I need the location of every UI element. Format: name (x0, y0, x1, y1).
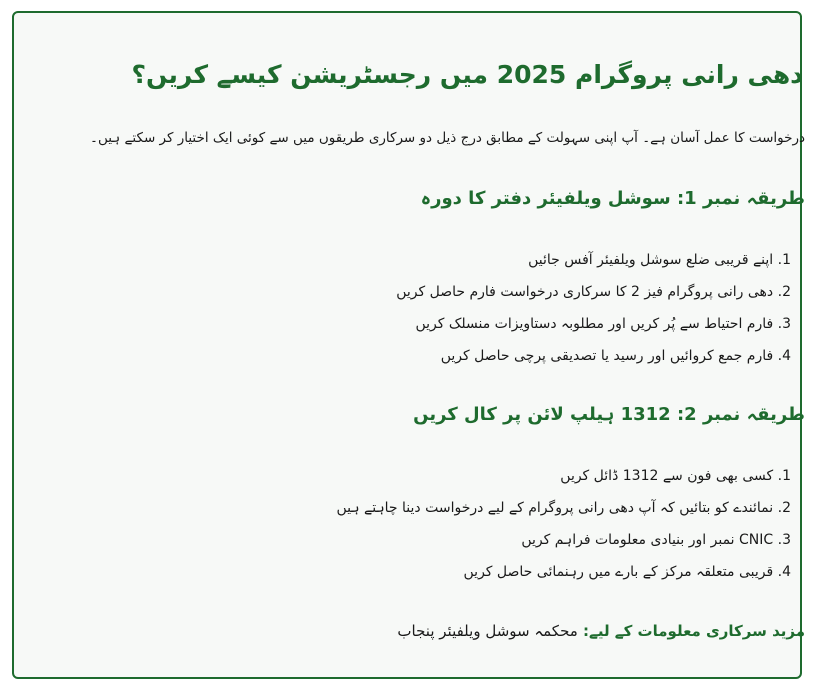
method-2-heading: طریقہ نمبر 2: 1312 ہیلپ لائن پر کال کریں (413, 404, 805, 425)
footer-note (397, 622, 805, 640)
footer-label: مزید سرکاری معلومات کے لیے: (583, 622, 805, 640)
list-item: 3. فارم احتیاط سے پُر کریں اور مطلوبہ دستاویزات منسلک کریں (415, 316, 791, 332)
list-item: 3. CNIC نمبر اور بنیادی معلومات فراہم کریں (521, 532, 791, 548)
method-1-steps (396, 244, 791, 372)
method-1-heading: طریقہ نمبر 1: سوشل ویلفیئر دفتر کا دورہ (420, 188, 805, 209)
intro-paragraph: درخواست کا عمل آسان ہے۔ آپ اپنی سہولت کے مطابق درج ذیل دو سرکاری طریقوں میں سے کوئی ایک اختیار کر سکتے ہیں۔ (90, 130, 805, 146)
list-item: 4. فارم جمع کروائیں اور رسید یا تصدیقی پرچی حاصل کریں (440, 348, 791, 364)
list-item: 1. کسی بھی فون سے 1312 ڈائل کریں (560, 468, 791, 484)
list-item: 2. نمائندے کو بتائیں کہ آپ دھی رانی پروگرام کے لیے درخواست دینا چاہتے ہیں (336, 500, 791, 516)
method-2-steps (336, 460, 791, 588)
page-title: دھی رانی پروگرام 2025 میں رجسٹریشن کیسے کریں؟ (131, 60, 803, 89)
list-item: 4. قریبی متعلقہ مرکز کے بارے میں رہنمائی حاصل کریں (463, 564, 791, 580)
footer-org: محکمہ سوشل ویلفیئر پنجاب (397, 622, 578, 640)
list-item: 2. دھی رانی پروگرام فیز 2 کا سرکاری درخواست فارم حاصل کریں (396, 284, 791, 300)
list-item: 1. اپنے قریبی ضلع سوشل ویلفیئر آفس جائیں (528, 252, 791, 268)
